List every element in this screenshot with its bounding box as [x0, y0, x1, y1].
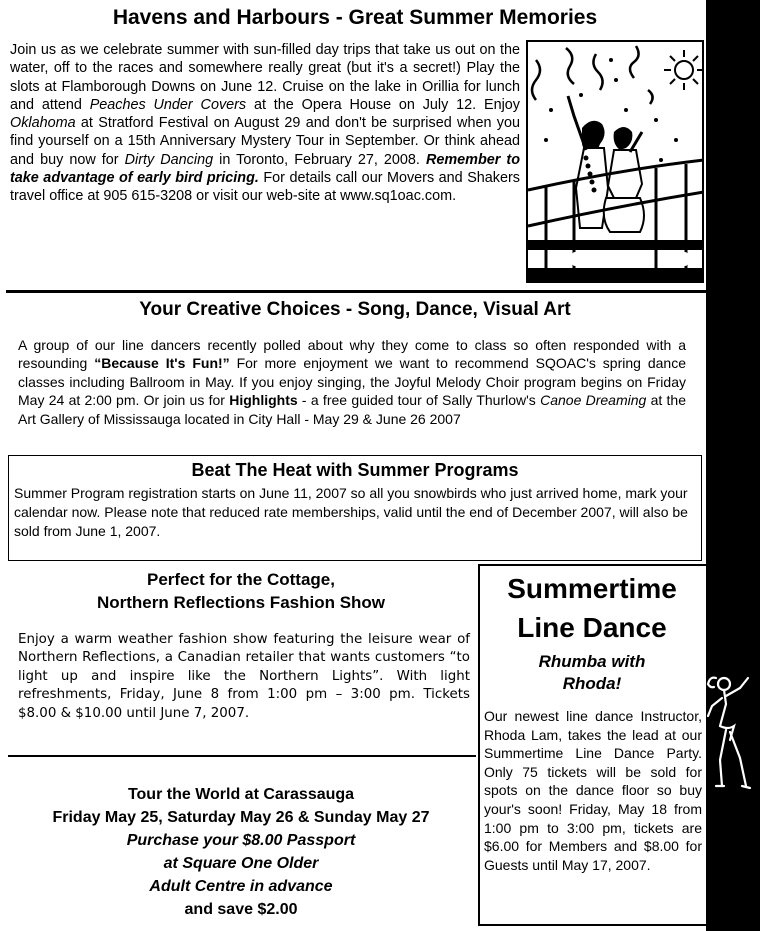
- couple-on-ship-deck-illustration: [526, 40, 704, 283]
- tour-line2: Friday May 25, Saturday May 26 & Sunday May 27: [52, 809, 430, 826]
- section-divider: [6, 290, 706, 293]
- havens-show-dirty-dancing: Dirty Dancing: [124, 151, 214, 168]
- cottage-divider: [8, 755, 476, 757]
- heat-title: Beat The Heat with Summer Programs: [191, 460, 519, 480]
- heat-body: Summer Program registration starts on June 11, 2007 so all you snowbirds who just arrived home, mark your calendar now. Please note that reduced rate memberships, valid until the end of December 2007, will also be sold from June 1, 2007.: [14, 485, 688, 539]
- havens-show-oklahoma: Oklahoma: [10, 115, 76, 132]
- havens-title: Havens and Harbours - Great Summer Memories: [112, 6, 598, 29]
- tour-line1: Tour the World at Carassauga: [127, 786, 355, 803]
- creative-fun-quote: “Because It's Fun!”: [94, 355, 230, 372]
- cottage-title-line1: Perfect for the Cottage,: [147, 570, 335, 589]
- creative-title: Your Creative Choices - Song, Dance, Visual Art: [139, 299, 571, 320]
- tour-line4: at Square One Older: [163, 855, 319, 872]
- linedance-title-line2: Line Dance: [517, 612, 667, 643]
- linedance-body: Our newest line dance Instructor, Rhoda Lam, takes the lead at our Summertime Line Dance Party. Only 75 tickets will be sold for spots on the dance floor so buy your's soon! Friday, May 18 from 1:00 pm to 3:00 pm, tickets are $6.00 for Members and $8.00 for Guests until May 17, 2007.: [484, 708, 702, 873]
- creative-body: A group of our line dancers recently polled about why they come to class so often responded with a resounding “Because It's Fun!” For more enjoyment we want to recommend SQOAC's spring dance classes including Ballroom in May. If you enjoy singing, the Joyful Melody Choir program begins on Friday May 24 at 2:00 pm. Or join us for Highlights - a free guided tour of Sally Thurlow's Canoe Dreaming at the Art Gallery of Mississauga located in City Hall - May 29 & June 26 2007: [18, 337, 687, 427]
- dancer-silhouette-icon: [700, 672, 760, 802]
- creative-highlights: Highlights: [229, 392, 298, 409]
- cottage-title-line2: Northern Reflections Fashion Show: [96, 593, 386, 612]
- cottage-body: Enjoy a warm weather fashion show featuring the leisure wear of Northern Reflections, a Canadian retailer that wants customers “to light up and inspire like the Northern Lights”. With light refreshments, Friday, June 8 from 1:00 pm – 3:00 pm. Tickets $8.00 & $10.00 until June 7, 2007.: [18, 632, 470, 721]
- havens-show-peaches: Peaches Under Covers: [89, 96, 247, 113]
- tour-line5: Adult Centre in advance: [149, 878, 333, 895]
- tour-line3: Purchase your $8.00 Passport: [126, 832, 356, 849]
- creative-canoe-dreaming: Canoe Dreaming: [540, 392, 647, 409]
- linedance-subtitle-line1: Rhumba with: [538, 652, 646, 671]
- havens-early-bird: Remember to take advantage of early bird pricing.: [10, 151, 520, 187]
- linedance-subtitle-line2: Rhoda!: [562, 674, 622, 693]
- tour-line6: and save $2.00: [184, 901, 298, 918]
- linedance-title-line1: Summertime: [507, 573, 677, 604]
- havens-body: Join us as we celebrate summer with sun-filled day trips that take us out on the water, off to the races and somewhere really great (but it's a secret!) Play the slots at Flamborough Downs on June 12. Cruise on the lake in Orillia for lunch and attend Peaches Under Covers at the Opera House on July 12. Enjoy Oklahoma at Stratford Festival on August 29 and don't be surprised when you find yourself on a 15th Anniversary Mystery Tour in September. Or think ahead and buy now for Dirty Dancing in Toronto, February 27, 2008. Remember to take advantage of early bird pricing. For details call our Movers and Shakers travel office at 905 615-3208 or visit our web-site at www.sq1oac.com.: [10, 42, 520, 205]
